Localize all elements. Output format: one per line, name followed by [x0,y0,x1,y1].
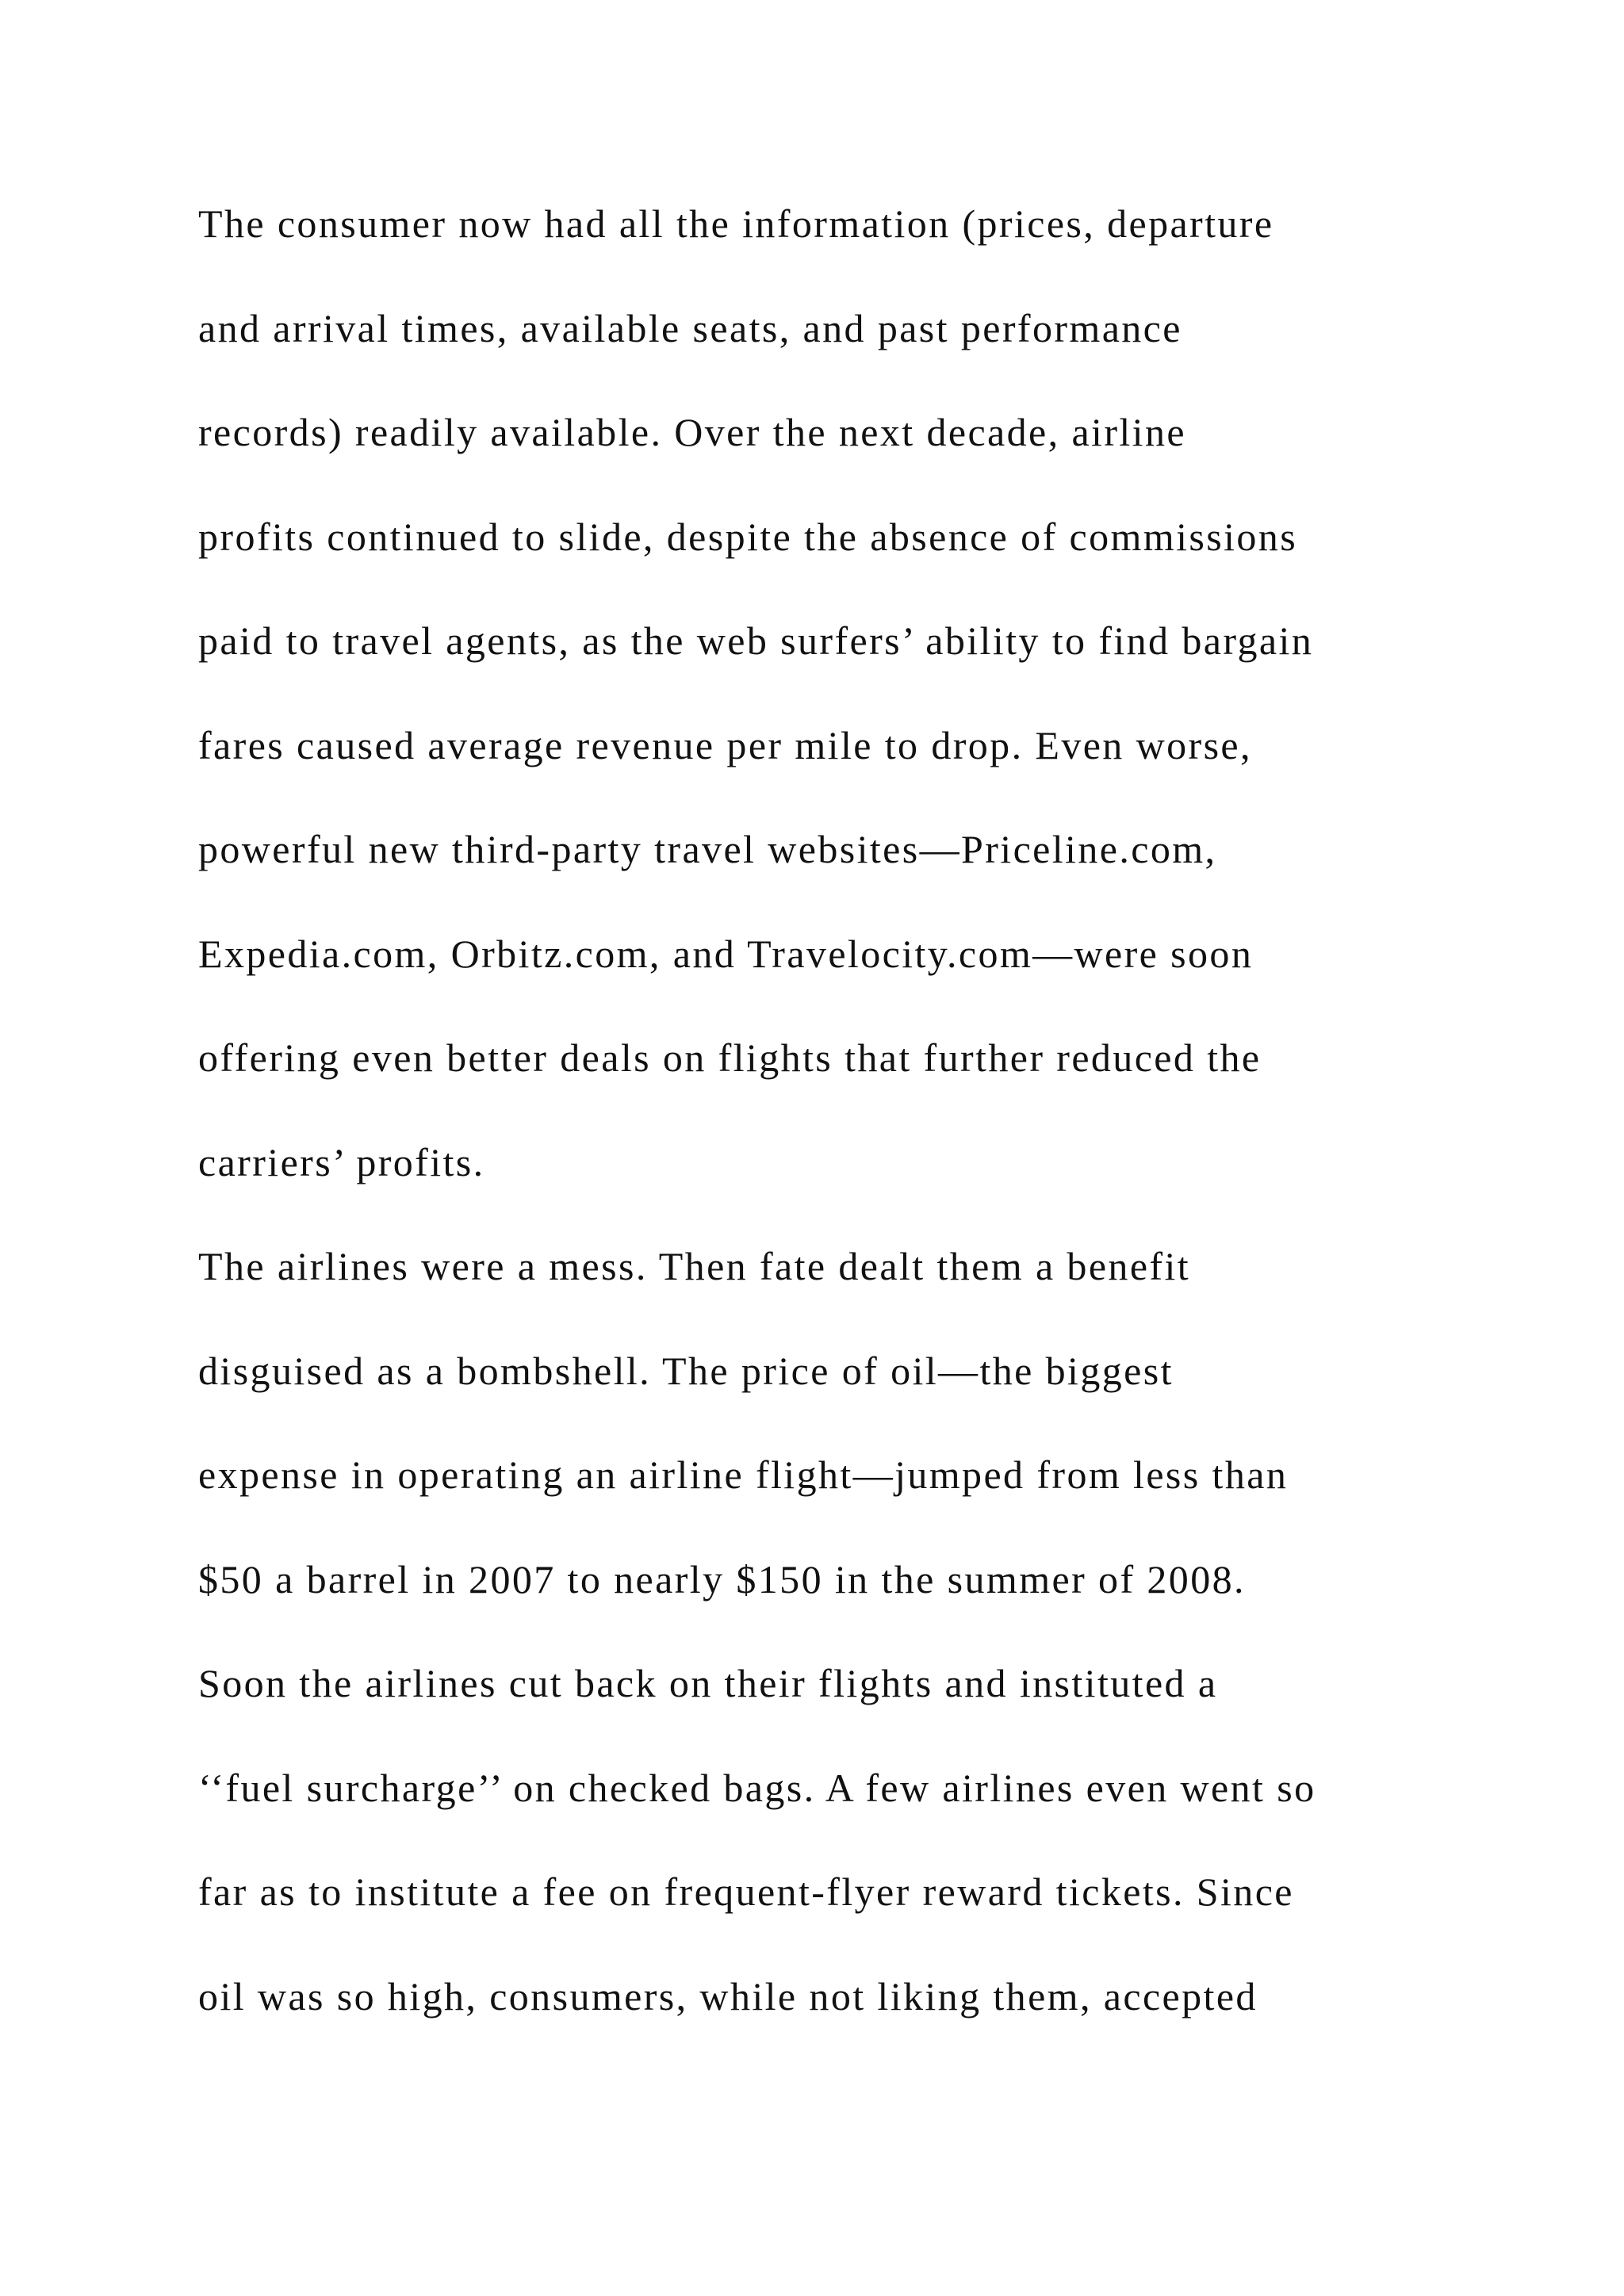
text-line: Soon the airlines cut back on their flights and instituted a [198,1661,1218,1705]
text-line: Expedia.com, Orbitz.com, and Travelocity.com—were soon [198,931,1254,976]
text-line: ‘‘fuel surcharge’’ on checked bags. A few airlines even went so [198,1765,1316,1810]
text-line: disguised as a bombshell. The price of oil—the biggest [198,1348,1174,1393]
text-line: paid to travel agents, as the web surfers’ ability to find bargain [198,618,1314,663]
text-line: The consumer now had all the information (prices, departure [198,201,1274,246]
text-line: profits continued to slide, despite the absence of commissions [198,514,1298,559]
text-line: carriers’ profits. [198,1139,485,1184]
text-line: The airlines were a mess. Then fate dealt them a benefit [198,1244,1191,1288]
text-line: oil was so high, consumers, while not liking them, accepted [198,1973,1258,2019]
text-line: far as to institute a fee on frequent-flyer reward tickets. Since [198,1869,1294,1914]
text-line: expense in operating an airline flight—jumped from less than [198,1452,1289,1497]
text-line: records) readily available. Over the next decade, airline [198,410,1186,454]
text-line: $50 a barrel in 2007 to nearly $150 in the summer of 2008. [198,1556,1246,1601]
body-text [198,187,1546,2064]
text-line: offering even better deals on flights that further reduced the [198,1035,1262,1080]
text-line: and arrival times, available seats, and past performance [198,305,1182,350]
text-line: powerful new third-party travel websites—Priceline.com, [198,827,1217,871]
text-line: fares caused average revenue per mile to drop. Even worse, [198,722,1252,767]
